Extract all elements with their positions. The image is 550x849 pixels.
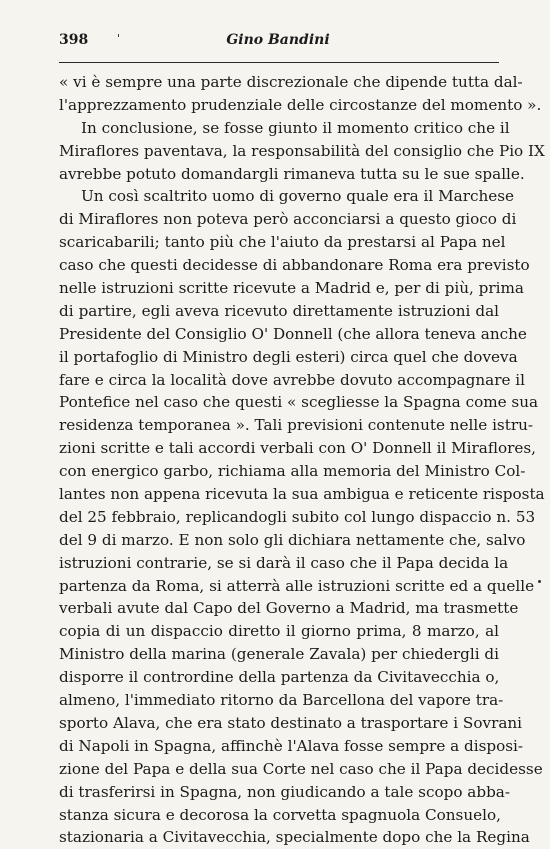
- text-line: stanza sicura e decorosa la corvetta spagnuola Consuelo,: [59, 805, 501, 824]
- text-line: disporre il contrordine della partenza da Civitavecchia o,: [59, 668, 500, 687]
- text-line: caso che questi decidesse di abbandonare Roma era previsto: [59, 256, 530, 275]
- text-line: residenza temporanea ». Tali previsioni contenute nelle istru-: [59, 416, 533, 435]
- text-line: istruzioni contrarie, se si darà il caso che il Papa decida la: [59, 553, 509, 572]
- page-header: [59, 32, 497, 54]
- text-line: Miraflores paventava, la responsabilità del consiglio che Pio IX: [59, 141, 545, 160]
- text-line: In conclusione, se fosse giunto il momento critico che il: [81, 118, 510, 137]
- text-line: fare e circa la località dove avrebbe dovuto accompagnare il: [59, 370, 526, 389]
- text-line: partenza da Roma, si atterrà alle istruzioni scritte ed a quelle: [59, 576, 535, 595]
- text-line: il portafoglio di Ministro degli esteri) circa quel che doveva: [59, 347, 518, 366]
- text-line: nelle istruzioni scritte ricevute a Madrid e, per di più, prima: [59, 279, 524, 298]
- text-line: Presidente del Consiglio O' Donnell (che allora teneva anche: [59, 324, 527, 343]
- text-line: zioni scritte e tali accordi verbali con O' Donnell il Miraflores,: [59, 439, 536, 458]
- text-line: stazionaria a Civitavecchia, specialmente dopo che la Regina: [59, 828, 530, 847]
- text-line: l'apprezzamento prudenziale delle circostanze del momento ».: [59, 95, 542, 114]
- text-line: del 9 di marzo. E non solo gli dichiara nettamente che, salvo: [59, 530, 526, 549]
- header-rule: [59, 62, 499, 63]
- text-line: del 25 febbraio, replicandogli subito col lungo dispaccio n. 53: [59, 507, 536, 526]
- text-line: scaricabarili; tanto più che l'aiuto da prestarsi al Papa nel: [59, 233, 506, 252]
- text-line: lantes non appena ricevuta la sua ambigua e reticente risposta: [59, 485, 545, 504]
- text-line: di Napoli in Spagna, affinchè l'Alava fosse sempre a disposi-: [59, 736, 524, 755]
- tick-mark: ': [117, 32, 121, 45]
- text-line: di partire, egli aveva ricevuto direttamente istruzioni dal: [59, 301, 499, 320]
- margin-speck: [538, 580, 541, 583]
- text-line: con energico garbo, richiama alla memoria del Ministro Col-: [59, 462, 526, 481]
- text-line: avrebbe potuto domandargli rimaneva tutta su le sue spalle.: [59, 164, 525, 183]
- running-head: Gino Bandini: [226, 32, 330, 48]
- body-text: [59, 71, 545, 849]
- text-line: Pontefice nel caso che questi « scegliesse la Spagna come sua: [59, 393, 539, 412]
- text-line: di trasferirsi in Spagna, non giudicando a tale scopo abba-: [59, 782, 510, 801]
- text-line: verbali avute dal Capo del Governo a Madrid, ma trasmette: [59, 599, 519, 618]
- text-line: Ministro della marina (generale Zavala) per chiedergli di: [59, 645, 499, 664]
- text-line: sporto Alava, che era stato destinato a trasportare i Sovrani: [59, 713, 523, 732]
- text-line: di Miraflores non poteva però acconciarsi a questo gioco di: [59, 210, 517, 229]
- text-line: almeno, l'immediato ritorno da Barcellona del vapore tra-: [59, 691, 504, 710]
- text-line: « vi è sempre una parte discrezionale che dipende tutta dal-: [59, 73, 523, 91]
- text-line: copia di un dispaccio diretto il giorno prima, 8 marzo, al: [59, 622, 499, 641]
- text-line: Un così scaltrito uomo di governo quale era il Marchese: [81, 187, 515, 206]
- text-line: zione del Papa e della sua Corte nel caso che il Papa decidesse: [59, 759, 543, 778]
- page-number: 398: [59, 32, 89, 48]
